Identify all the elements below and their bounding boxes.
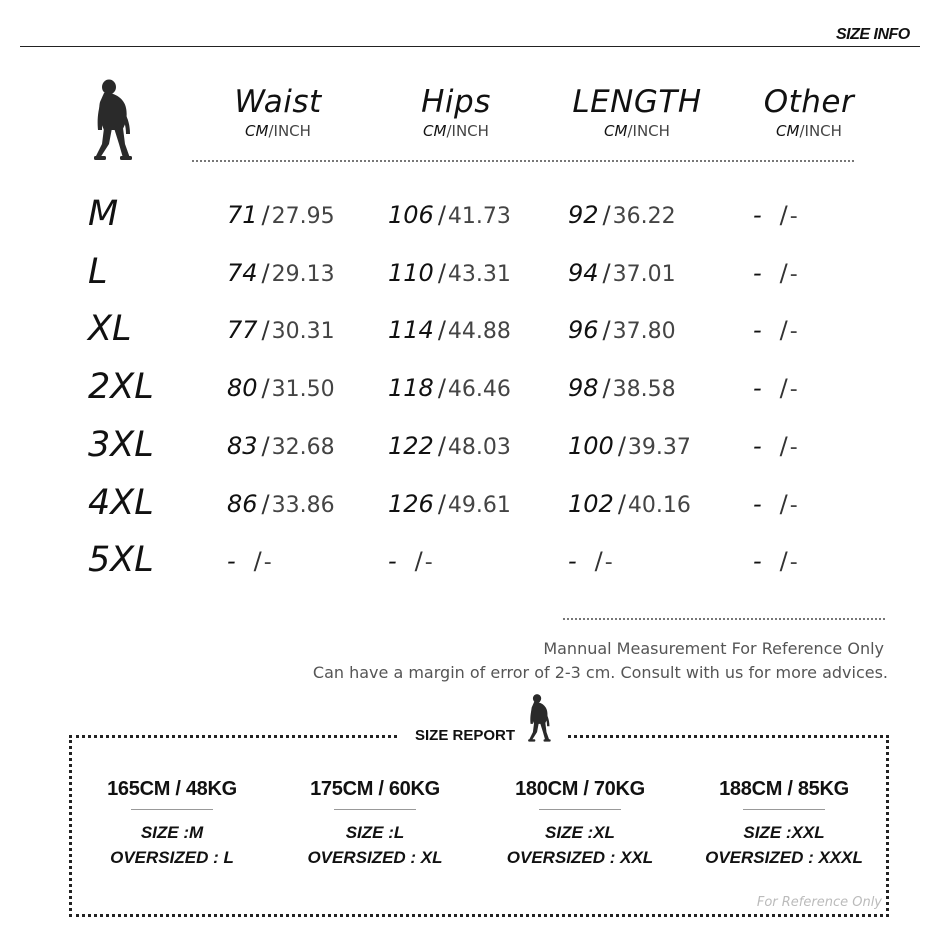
- inch-value: -: [789, 204, 798, 229]
- inch-value: -: [789, 262, 798, 287]
- value-separator: /: [414, 547, 423, 575]
- measurement-cell: [227, 318, 335, 343]
- size-label: L: [88, 252, 108, 292]
- cm-value: -: [753, 259, 762, 287]
- value-separator: /: [779, 374, 788, 402]
- value-separator: /: [602, 374, 611, 402]
- inch-value: -: [789, 435, 798, 460]
- value-separator: /: [779, 316, 788, 344]
- inch-value: -: [789, 319, 798, 344]
- inch-value: 36.22: [612, 204, 676, 229]
- measurement-cell: [753, 434, 798, 459]
- cm-value: 77: [227, 316, 258, 344]
- model-oversized: OVERSIZED : XL: [307, 848, 443, 867]
- cm-value: 126: [388, 490, 434, 518]
- inch-value: -: [263, 550, 272, 575]
- value-separator: /: [261, 201, 270, 229]
- cm-value: 94: [568, 259, 599, 287]
- measurement-cell: [227, 434, 335, 459]
- value-separator: /: [617, 490, 626, 518]
- measurement-cell: [568, 492, 691, 517]
- cm-value: 122: [388, 432, 434, 460]
- model-height-weight: 180CM / 70KG: [515, 778, 645, 800]
- value-separator: /: [437, 374, 446, 402]
- model-underline: [539, 809, 621, 810]
- cm-value: -: [753, 201, 762, 229]
- measurement-cell: [227, 261, 335, 286]
- column-unit: CM/INCH: [423, 122, 489, 140]
- measurement-cell: [227, 376, 335, 401]
- inch-value: 29.13: [271, 262, 335, 287]
- measurement-cell: [753, 318, 798, 343]
- cm-value: 110: [388, 259, 434, 287]
- measurement-cell: [388, 376, 511, 401]
- model-report: [478, 778, 682, 870]
- size-label: 2XL: [88, 367, 154, 407]
- model-underline: [131, 809, 213, 810]
- cm-value: -: [227, 547, 236, 575]
- inch-value: 33.86: [271, 493, 335, 518]
- cm-value: -: [753, 432, 762, 460]
- column-header-waist: [203, 84, 353, 140]
- inch-value: -: [789, 377, 798, 402]
- cm-value: 92: [568, 201, 599, 229]
- value-separator: /: [261, 316, 270, 344]
- measurement-cell: [388, 492, 511, 517]
- size-label: 4XL: [88, 483, 154, 523]
- measurement-cell: [753, 261, 798, 286]
- column-header-other: [734, 84, 884, 140]
- column-header-hips: [381, 84, 531, 140]
- measurement-cell: [568, 203, 676, 228]
- column-unit: CM/INCH: [604, 122, 670, 140]
- cm-value: -: [568, 547, 577, 575]
- measurement-cell: [227, 492, 335, 517]
- cm-value: 71: [227, 201, 258, 229]
- inch-value: 40.16: [627, 493, 691, 518]
- cm-value: -: [753, 547, 762, 575]
- inch-value: 48.03: [447, 435, 511, 460]
- value-separator: /: [779, 490, 788, 518]
- notes-divider: [563, 618, 885, 620]
- cm-value: 98: [568, 374, 599, 402]
- measurement-cell: [753, 376, 798, 401]
- model-report: [70, 778, 274, 870]
- measurement-note: Mannual Measurement For Reference Only: [543, 639, 884, 658]
- column-name: Other: [763, 84, 855, 120]
- header-divider: [192, 160, 854, 162]
- inch-value: 32.68: [271, 435, 335, 460]
- value-separator: /: [261, 490, 270, 518]
- inch-value: -: [789, 550, 798, 575]
- value-separator: /: [779, 432, 788, 460]
- value-separator: /: [261, 374, 270, 402]
- size-label: M: [88, 194, 119, 234]
- column-header-length: [562, 84, 712, 140]
- column-name: Hips: [421, 84, 491, 120]
- cm-value: 106: [388, 201, 434, 229]
- cm-value: -: [753, 490, 762, 518]
- ape-silhouette-icon: [92, 78, 136, 162]
- measurement-cell: [388, 203, 511, 228]
- inch-value: -: [424, 550, 433, 575]
- measurement-cell: [568, 434, 691, 459]
- top-rule: [20, 46, 920, 47]
- measurement-cell: [388, 434, 511, 459]
- measurement-cell: [568, 376, 676, 401]
- value-separator: /: [602, 259, 611, 287]
- model-height-weight: 188CM / 85KG: [719, 778, 849, 800]
- inch-value: 38.58: [612, 377, 676, 402]
- measurement-cell: [568, 318, 676, 343]
- value-separator: /: [779, 547, 788, 575]
- inch-value: 44.88: [447, 319, 511, 344]
- value-separator: /: [261, 432, 270, 460]
- model-underline: [743, 809, 825, 810]
- model-size: SIZE :M: [140, 823, 204, 842]
- cm-value: 83: [227, 432, 258, 460]
- model-report: [682, 778, 886, 870]
- inch-value: 37.01: [612, 262, 676, 287]
- margin-note: Can have a margin of error of 2-3 cm. Consult with us for more advices.: [312, 663, 888, 682]
- size-label: 3XL: [88, 425, 154, 465]
- model-oversized: OVERSIZED : XXXL: [705, 848, 863, 867]
- inch-value: 49.61: [447, 493, 511, 518]
- cm-value: 100: [568, 432, 614, 460]
- model-oversized: OVERSIZED : L: [110, 848, 234, 867]
- value-separator: /: [779, 259, 788, 287]
- model-oversized: OVERSIZED : XXL: [506, 848, 654, 867]
- column-name: LENGTH: [572, 84, 702, 120]
- value-separator: /: [437, 490, 446, 518]
- cm-value: 86: [227, 490, 258, 518]
- model-underline: [334, 809, 416, 810]
- value-separator: /: [617, 432, 626, 460]
- inch-value: -: [604, 550, 613, 575]
- column-unit: CM/INCH: [776, 122, 842, 140]
- size-report-title: SIZE REPORT: [415, 727, 516, 744]
- inch-value: 31.50: [271, 377, 335, 402]
- model-size: SIZE :L: [345, 823, 405, 842]
- cm-value: 102: [568, 490, 614, 518]
- model-size: SIZE :XXL: [743, 823, 825, 842]
- inch-value: 30.31: [271, 319, 335, 344]
- measurement-cell: [227, 203, 335, 228]
- model-size: SIZE :XL: [545, 823, 615, 842]
- inch-value: -: [789, 493, 798, 518]
- value-separator: /: [437, 316, 446, 344]
- model-report: [273, 778, 477, 870]
- column-name: Waist: [234, 84, 322, 120]
- size-label: 5XL: [88, 540, 154, 580]
- measurement-cell: [388, 261, 511, 286]
- inch-value: 43.31: [447, 262, 511, 287]
- measurement-cell: [227, 549, 272, 574]
- cm-value: 80: [227, 374, 258, 402]
- measurement-cell: [568, 261, 676, 286]
- cm-value: -: [753, 316, 762, 344]
- reference-only-note: For Reference Only: [756, 895, 882, 910]
- cm-value: 118: [388, 374, 434, 402]
- measurement-cell: [568, 549, 613, 574]
- value-separator: /: [437, 259, 446, 287]
- size-info-title: SIZE INFO: [836, 26, 910, 43]
- inch-value: 37.80: [612, 319, 676, 344]
- measurement-cell: [388, 318, 511, 343]
- inch-value: 39.37: [627, 435, 691, 460]
- measurement-cell: [753, 549, 798, 574]
- model-height-weight: 165CM / 48KG: [107, 778, 237, 800]
- value-separator: /: [253, 547, 262, 575]
- ape-silhouette-icon: [527, 692, 553, 744]
- value-separator: /: [437, 201, 446, 229]
- value-separator: /: [602, 201, 611, 229]
- value-separator: /: [261, 259, 270, 287]
- cm-value: -: [388, 547, 397, 575]
- measurement-cell: [753, 203, 798, 228]
- cm-value: -: [753, 374, 762, 402]
- cm-value: 96: [568, 316, 599, 344]
- inch-value: 41.73: [447, 204, 511, 229]
- value-separator: /: [779, 201, 788, 229]
- inch-value: 27.95: [271, 204, 335, 229]
- measurement-cell: [388, 549, 433, 574]
- value-separator: /: [437, 432, 446, 460]
- value-separator: /: [602, 316, 611, 344]
- inch-value: 46.46: [447, 377, 511, 402]
- model-height-weight: 175CM / 60KG: [310, 778, 440, 800]
- cm-value: 74: [227, 259, 258, 287]
- measurement-cell: [753, 492, 798, 517]
- size-label: XL: [88, 309, 132, 349]
- column-unit: CM/INCH: [245, 122, 311, 140]
- value-separator: /: [594, 547, 603, 575]
- cm-value: 114: [388, 316, 434, 344]
